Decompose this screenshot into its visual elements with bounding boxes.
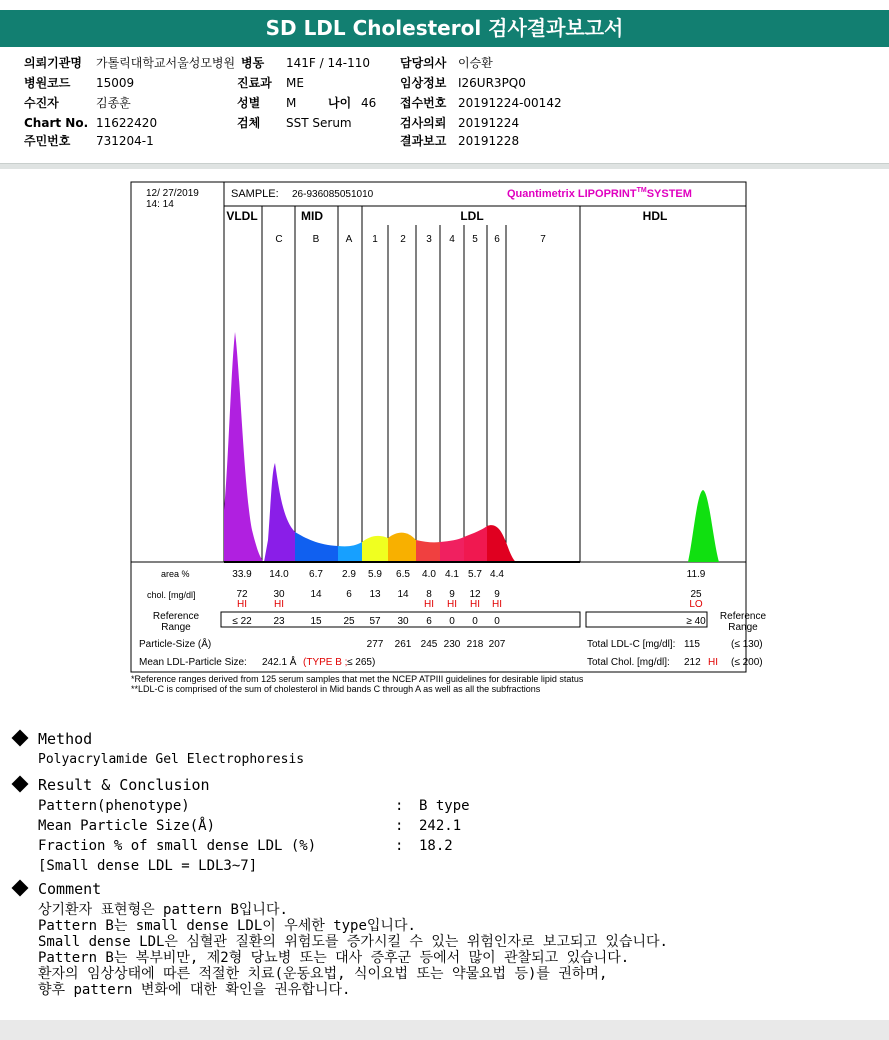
reference-range-value: 0 [494, 616, 500, 627]
band-label: 6 [494, 234, 500, 245]
particle-size-value: 218 [466, 639, 484, 650]
footer-bar [0, 1020, 889, 1040]
area-percent-value: 4.1 [445, 569, 459, 580]
receipt-no-value: 20191224-00142 [458, 96, 562, 110]
area-percent-value: 2.9 [342, 569, 356, 580]
sex-value: M [286, 96, 297, 110]
comment-heading-text: Comment [38, 880, 102, 898]
result-row-value: B type [419, 798, 470, 814]
total-chol-label: Total Chol. [mg/dl]: [587, 657, 670, 668]
group-label-hdl: HDL [642, 209, 668, 223]
reference-range-value: 15 [310, 616, 322, 627]
chol-value: 13 [369, 589, 381, 600]
particle-size-value: 277 [366, 639, 384, 650]
chol-value: 72 [236, 589, 248, 600]
band-label: 7 [540, 234, 546, 245]
group-label-ldl: LDL [460, 209, 484, 223]
chol-flag: HI [424, 599, 434, 610]
specimen-value: SST Serum [286, 116, 352, 130]
method-heading [14, 730, 92, 748]
clinical-info-label: 임상정보 [400, 76, 447, 90]
peak-area [388, 533, 416, 562]
total-chol-value: 212 [684, 657, 701, 668]
sample-label: SAMPLE: [231, 188, 279, 200]
band-label: 5 [472, 234, 478, 245]
system-name-main: Quantimetrix LIPOPRINT [507, 188, 637, 200]
request-date-label: 검사의뢰 [400, 116, 447, 130]
resident-no-label: 주민번호 [24, 134, 71, 148]
chol-value: 30 [273, 589, 285, 600]
area-percent-value: 6.5 [396, 569, 410, 580]
chol-value: 14 [310, 589, 322, 600]
department-label: 진료과 [237, 76, 272, 90]
row-label-chol: chol. [mg/dl] [147, 590, 196, 600]
reference-range-value: 25 [343, 616, 355, 627]
chol-value: 8 [426, 589, 432, 600]
chol-flag: HI [237, 599, 247, 610]
ward-label: 병동 [241, 56, 265, 70]
chart-no-label: Chart No. [24, 116, 89, 130]
receipt-no-label: 접수번호 [400, 96, 447, 110]
particle-size-value: 261 [394, 639, 412, 650]
result-row-value: 18.2 [419, 838, 453, 854]
institution-value: 가톨릭대학교서울성모병원 [96, 56, 236, 70]
system-tm: TM [636, 187, 647, 194]
particle-size-value: 207 [488, 639, 506, 650]
chart-frame [131, 182, 746, 672]
footnote-2: **LDL-C is comprised of the sum of cholesterol in Mid bands C through A as well as all the subfractions [131, 684, 541, 694]
result-heading-text: Result & Conclusion [38, 776, 210, 794]
area-percent-value: 14.0 [269, 569, 289, 580]
band-label: C [275, 234, 283, 245]
row-label-mean: Mean LDL-Particle Size: [139, 657, 247, 668]
report-date-label: 결과보고 [400, 134, 447, 148]
result-row-label: Fraction % of small dense LDL (%) [38, 838, 317, 854]
result-row-sep: : [395, 838, 404, 854]
reference-range-value: 23 [273, 616, 285, 627]
method-text: Polyacrylamide Gel Electrophoresis [38, 752, 305, 767]
reference-range-value: 0 [472, 616, 478, 627]
area-percent-value: 4.0 [422, 569, 436, 580]
specimen-label: 검체 [237, 116, 261, 130]
band-label: B [312, 234, 320, 245]
reference-range-value: 6 [426, 616, 432, 627]
reference-range-value: 30 [397, 616, 409, 627]
peak-area [362, 536, 388, 562]
diamond-bullet-icon [12, 730, 29, 747]
result-row-sep: : [395, 818, 404, 834]
result-row-sep: : [395, 798, 404, 814]
band-label: 2 [400, 234, 406, 245]
ref-side-label2: Range [728, 622, 758, 633]
age-label: 나이 [328, 96, 352, 110]
footnote-1: *Reference ranges derived from 125 serum samples that met the NCEP ATPIII guidelines for desirable lipid status [131, 674, 584, 684]
chart-no-value: 11622420 [96, 116, 158, 130]
chol-flag: HI [447, 599, 457, 610]
hospital-code-label: 병원코드 [24, 76, 71, 90]
result-row-value: 242.1 [419, 818, 462, 834]
system-suffix: SYSTEM [646, 188, 692, 200]
area-percent-value: 5.9 [368, 569, 382, 580]
comment-heading [14, 880, 101, 898]
method-heading-text: Method [38, 730, 93, 748]
diamond-bullet-icon [12, 880, 29, 897]
lipoprint-chart [0, 170, 889, 700]
comment-line: Pattern B는 small dense LDL이 우세한 type입니다. [38, 918, 416, 934]
age-value: 46 [361, 96, 377, 110]
chol-value: 9 [449, 589, 455, 600]
mean-particle-limit: ≤ 265) [347, 657, 376, 668]
total-chol-flag: HI [708, 657, 718, 668]
clinical-info-value: I26UR3PQ0 [458, 76, 526, 90]
reference-range-value: 57 [369, 616, 381, 627]
resident-no-value: 731204-1 [96, 134, 154, 148]
ward-value: 141F / 14-110 [286, 56, 370, 70]
patient-name-value: 김종훈 [96, 96, 131, 110]
group-label-vldl: VLDL [226, 209, 258, 223]
doctor-label: 담당의사 [400, 56, 447, 70]
band-label: 3 [426, 234, 432, 245]
mean-particle-value: 242.1 Å [262, 657, 297, 668]
report-date-value: 20191228 [458, 134, 520, 148]
result-heading [14, 776, 210, 794]
chol-value: 9 [494, 589, 500, 600]
band-label: 4 [449, 234, 455, 245]
total-ldl-range: (≤ 130) [731, 639, 763, 650]
hospital-code-value: 15009 [96, 76, 135, 90]
chol-flag: HI [492, 599, 502, 610]
total-ldl-value: 115 [684, 639, 700, 650]
comment-line: Small dense LDL은 심혈관 질환의 위험도를 증가시킬 수 있는 위험인자로 보고되고 있습니다. [38, 934, 668, 950]
peak-area [416, 540, 440, 562]
chol-value: 12 [469, 589, 481, 600]
chol-value: 14 [397, 589, 409, 600]
row-label-ref2: Range [161, 622, 191, 633]
area-percent-value: 4.4 [490, 569, 504, 580]
band-label: 1 [372, 234, 378, 245]
area-percent-value: 11.9 [686, 569, 706, 580]
result-note: [Small dense LDL = LDL3~7] [38, 858, 258, 874]
reference-range-value: ≥ 40 [686, 616, 706, 627]
system-name [507, 187, 692, 200]
comment-line: 상기환자 표현형은 pattern B입니다. [38, 902, 288, 918]
mean-particle-type: (TYPE B ; [303, 657, 348, 668]
diamond-bullet-icon [12, 776, 29, 793]
row-label-area: area % [161, 569, 190, 579]
chol-value: 6 [346, 589, 352, 600]
row-label-ref1: Reference [152, 611, 200, 622]
ref-side-label1: Reference [719, 611, 767, 622]
request-date-value: 20191224 [458, 116, 520, 130]
comment-line: Pattern B는 복부비만, 제2형 당뇨병 또는 대사 증후군 등에서 많이 관찰되고 있습니다. [38, 950, 630, 966]
chol-flag: LO [689, 599, 703, 610]
particle-size-value: 245 [420, 639, 438, 650]
total-chol-range: (≤ 200) [731, 657, 763, 668]
doctor-value: 이승환 [458, 56, 493, 70]
result-row-label: Pattern(phenotype) [38, 798, 190, 814]
area-percent-value: 6.7 [309, 569, 323, 580]
chol-flag: HI [274, 599, 284, 610]
reference-range-value: 0 [449, 616, 455, 627]
chol-value: 25 [690, 589, 702, 600]
reference-range-value: ≤ 22 [232, 616, 252, 627]
comment-line: 환자의 임상상태에 따른 적절한 치료(운동요법, 식이요법 또는 약물요법 등)를 권하며, [38, 966, 608, 982]
patient-info [0, 50, 889, 162]
comment-line: 향후 pattern 변화에 대한 확인을 권유합니다. [38, 982, 351, 998]
row-label-particle: Particle-Size (Å) [139, 639, 212, 650]
chol-flag: HI [470, 599, 480, 610]
sample-id: 26-936085051010 [292, 189, 374, 200]
total-ldl-label: Total LDL-C [mg/dl]: [587, 639, 676, 650]
institution-label: 의뢰기관명 [24, 56, 82, 70]
chart-time: 14: 14 [146, 199, 174, 210]
chart-date: 12/ 27/2019 [146, 188, 199, 199]
section-divider [0, 163, 889, 169]
report-title: SD LDL Cholesterol 검사결과보고서 [0, 10, 889, 47]
result-row-label: Mean Particle Size(Å) [38, 818, 216, 834]
particle-size-value: 230 [443, 639, 461, 650]
department-value: ME [286, 76, 304, 90]
group-label-mid: MID [301, 209, 323, 223]
sex-label: 성별 [237, 96, 261, 110]
area-percent-value: 5.7 [468, 569, 482, 580]
patient-name-label: 수진자 [24, 96, 59, 110]
area-percent-value: 33.9 [232, 569, 252, 580]
band-label: A [345, 234, 353, 245]
